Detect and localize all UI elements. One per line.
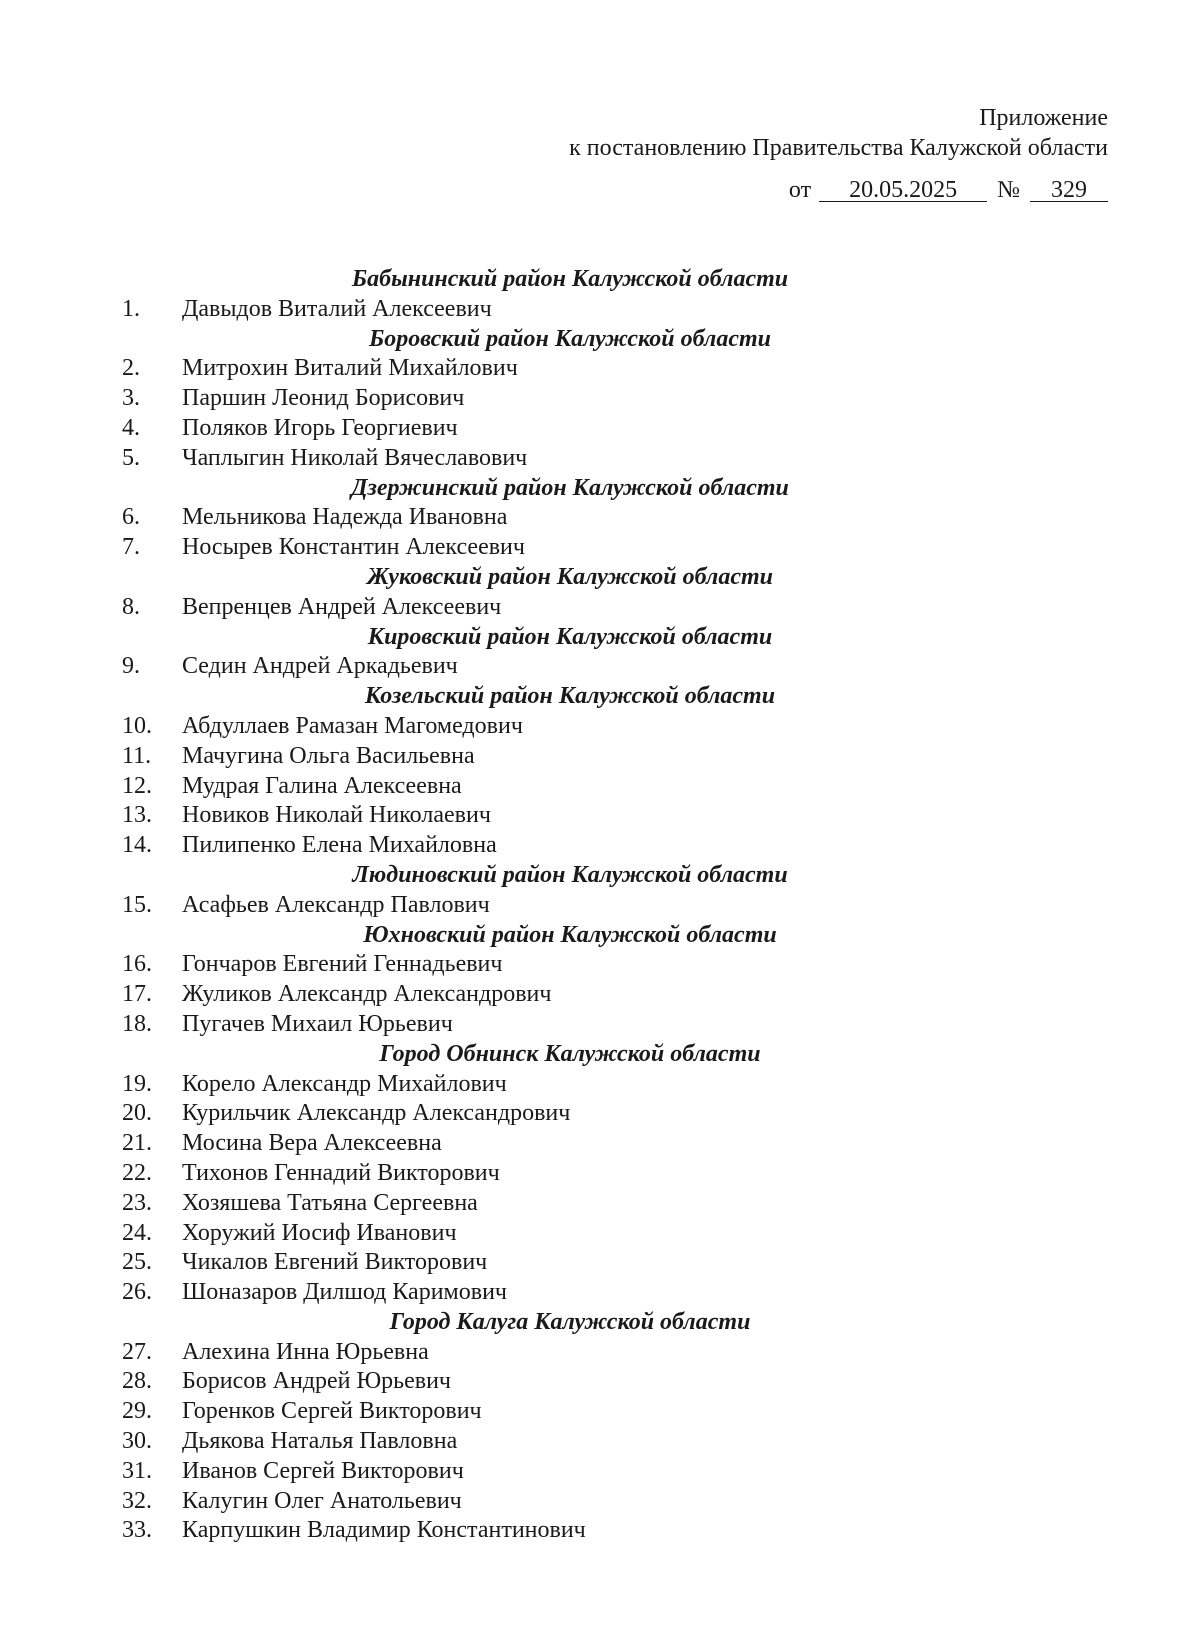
item-number: 4. <box>122 414 140 441</box>
item-number: 23. <box>122 1189 152 1216</box>
list-item <box>0 1516 1200 1546</box>
item-number: 10. <box>122 712 152 739</box>
person-name: Гончаров Евгений Геннадьевич <box>182 951 503 978</box>
list-item <box>0 891 1200 921</box>
section-heading <box>0 563 1200 593</box>
list-item <box>0 801 1200 831</box>
item-number: 26. <box>122 1279 152 1306</box>
list-item <box>0 1487 1200 1517</box>
item-number: 5. <box>122 444 140 471</box>
list-item <box>0 354 1200 384</box>
section-heading <box>0 325 1200 355</box>
item-number: 8. <box>122 593 140 620</box>
appointee-list <box>0 265 1200 1546</box>
resolution-reference: к постановлению Правительства Калужской области <box>569 135 1108 161</box>
item-number: 12. <box>122 772 152 799</box>
item-number: 22. <box>122 1159 152 1186</box>
item-number: 1. <box>122 295 140 322</box>
document-date: 20.05.2025 <box>819 179 987 202</box>
list-item <box>0 444 1200 474</box>
list-item <box>0 1248 1200 1278</box>
list-item <box>0 1397 1200 1427</box>
list-item <box>0 384 1200 414</box>
list-item <box>0 1159 1200 1189</box>
person-name: Хозяшева Татьяна Сергеевна <box>182 1189 478 1216</box>
person-name: Корело Александр Михайлович <box>182 1070 507 1097</box>
item-number: 3. <box>122 385 140 412</box>
section-heading <box>0 1308 1200 1338</box>
item-number: 28. <box>122 1368 152 1395</box>
person-name: Пилипенко Елена Михайловна <box>182 832 497 859</box>
section-title: Бабынинский район Калужской области <box>351 266 789 292</box>
item-number: 33. <box>122 1517 152 1544</box>
section-heading <box>0 265 1200 295</box>
list-item <box>0 414 1200 444</box>
section-heading <box>0 921 1200 951</box>
list-item <box>0 1070 1200 1100</box>
person-name: Алехина Инна Юрьевна <box>182 1338 429 1365</box>
list-item <box>0 1278 1200 1308</box>
person-name: Поляков Игорь Георгиевич <box>182 414 458 441</box>
list-item <box>0 593 1200 623</box>
date-number-line <box>789 177 1108 204</box>
person-name: Пугачев Михаил Юрьевич <box>182 1010 453 1037</box>
person-name: Асафьев Александр Павлович <box>182 891 490 918</box>
section-heading <box>0 682 1200 712</box>
person-name: Мосина Вера Алексеевна <box>182 1130 442 1157</box>
list-item <box>0 503 1200 533</box>
section-title: Людиновский район Калужской области <box>352 861 788 888</box>
section-heading <box>0 861 1200 891</box>
item-number: 27. <box>122 1338 152 1365</box>
section-title: Боровский район Калужской области <box>368 325 772 352</box>
person-name: Иванов Сергей Викторович <box>182 1457 464 1484</box>
list-item <box>0 295 1200 325</box>
person-name: Хоружий Иосиф Иванович <box>182 1219 457 1246</box>
section-heading <box>0 1040 1200 1070</box>
item-number: 15. <box>122 891 152 918</box>
item-number: 6. <box>122 504 140 531</box>
section-heading <box>0 474 1200 504</box>
item-number: 7. <box>122 534 140 561</box>
section-title: Козельский район Калужской области <box>364 683 776 710</box>
person-name: Новиков Николай Николаевич <box>182 802 491 829</box>
person-name: Абдуллаев Рамазан Магомедович <box>182 712 523 739</box>
list-item <box>0 1129 1200 1159</box>
list-item <box>0 980 1200 1010</box>
person-name: Давыдов Виталий Алексеевич <box>182 295 492 322</box>
person-name: Носырев Константин Алексеевич <box>182 534 525 561</box>
person-name: Чикалов Евгений Викторович <box>182 1249 488 1276</box>
list-item <box>0 712 1200 742</box>
list-item <box>0 1099 1200 1129</box>
person-name: Шоназаров Дилшод Каримович <box>182 1279 507 1306</box>
person-name: Жуликов Александр Александрович <box>182 981 552 1008</box>
list-item <box>0 1010 1200 1040</box>
person-name: Курильчик Александр Александрович <box>182 1100 571 1127</box>
list-item <box>0 1367 1200 1397</box>
number-prefix: № <box>997 177 1020 203</box>
item-number: 16. <box>122 951 152 978</box>
list-item <box>0 533 1200 563</box>
item-number: 14. <box>122 832 152 859</box>
item-number: 21. <box>122 1130 152 1157</box>
list-item <box>0 1427 1200 1457</box>
section-heading <box>0 623 1200 653</box>
list-item <box>0 950 1200 980</box>
person-name: Седин Андрей Аркадьевич <box>182 653 458 680</box>
person-name: Борисов Андрей Юрьевич <box>182 1368 452 1395</box>
item-number: 24. <box>122 1219 152 1246</box>
section-title: Город Калуга Калужской области <box>389 1308 751 1335</box>
list-item <box>0 652 1200 682</box>
person-name: Калугин Олег Анатольевич <box>182 1487 462 1514</box>
document-number: 329 <box>1030 179 1108 202</box>
section-title: Дзержинский район Калужской области <box>351 474 789 501</box>
item-number: 20. <box>122 1100 152 1127</box>
item-number: 29. <box>122 1398 152 1425</box>
person-name: Мачугина Ольга Васильевна <box>182 742 475 769</box>
item-number: 11. <box>122 742 152 769</box>
person-name: Мудрая Галина Алексеевна <box>182 772 462 799</box>
person-name: Карпушкин Владимир Константинович <box>182 1517 586 1544</box>
person-name: Вепренцев Андрей Алексеевич <box>182 593 502 620</box>
section-title: Город Обнинск Калужской области <box>379 1040 761 1067</box>
date-prefix: от <box>788 177 812 203</box>
item-number: 17. <box>122 981 152 1008</box>
person-name: Дьякова Наталья Павловна <box>182 1428 458 1455</box>
item-number: 25. <box>122 1249 152 1276</box>
section-title: Юхновский район Калужской области <box>363 921 777 948</box>
section-title: Кировский район Калужской области <box>367 623 773 650</box>
list-item <box>0 1338 1200 1368</box>
item-number: 32. <box>122 1487 152 1514</box>
person-name: Митрохин Виталий Михайлович <box>182 355 518 382</box>
list-item <box>0 1219 1200 1249</box>
item-number: 19. <box>122 1070 152 1097</box>
item-number: 31. <box>122 1457 152 1484</box>
item-number: 18. <box>122 1010 152 1037</box>
item-number: 30. <box>122 1428 152 1455</box>
list-item <box>0 831 1200 861</box>
person-name: Чаплыгин Николай Вячеславович <box>182 444 528 471</box>
item-number: 2. <box>122 355 140 382</box>
list-item <box>0 1189 1200 1219</box>
list-item <box>0 772 1200 802</box>
section-title: Жуковский район Калужской области <box>366 563 774 590</box>
list-item <box>0 1457 1200 1487</box>
item-number: 9. <box>122 653 140 680</box>
appendix-title: Приложение <box>979 105 1108 131</box>
item-number: 13. <box>122 802 152 829</box>
person-name: Паршин Леонид Борисович <box>182 385 465 412</box>
list-item <box>0 742 1200 772</box>
person-name: Тихонов Геннадий Викторович <box>182 1159 500 1186</box>
person-name: Горенков Сергей Викторович <box>182 1398 482 1425</box>
person-name: Мельникова Надежда Ивановна <box>182 504 508 531</box>
